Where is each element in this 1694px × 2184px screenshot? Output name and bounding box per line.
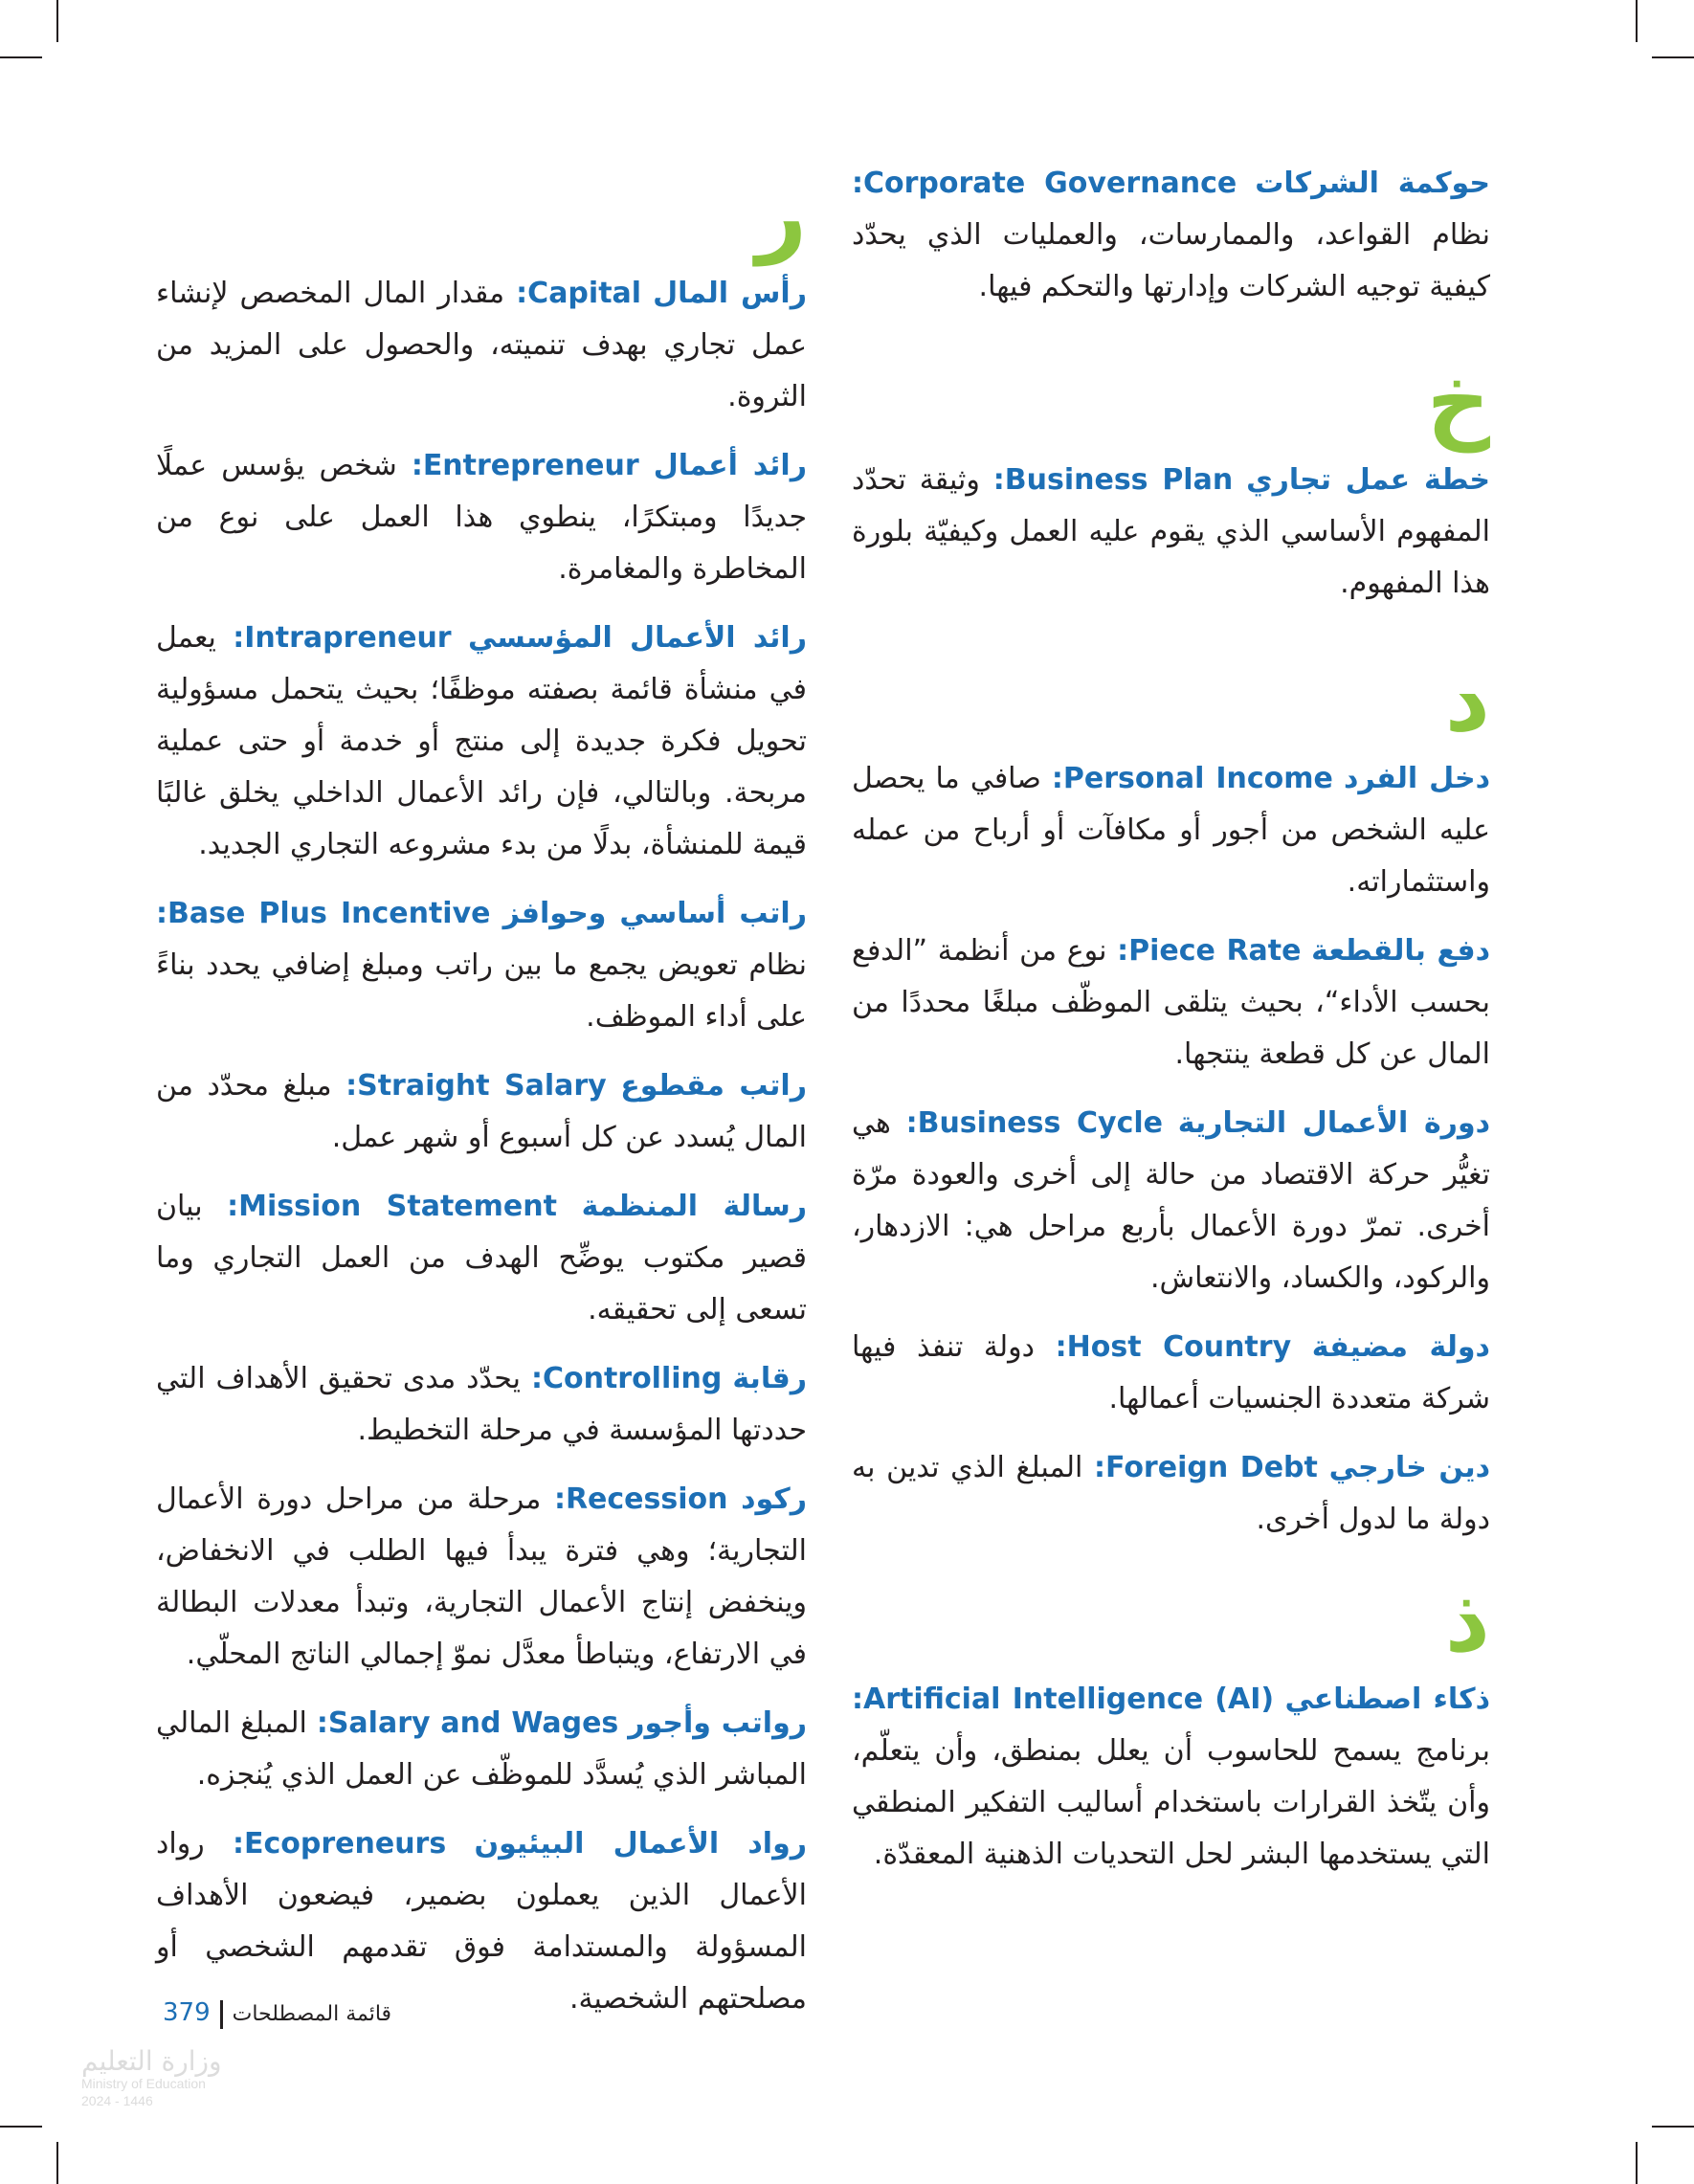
term-arabic: رأس المال bbox=[653, 277, 807, 310]
term-english: Base Plus Incentive bbox=[167, 897, 491, 930]
crop-mark-br-h bbox=[1652, 2126, 1694, 2128]
watermark-ministry-english: Ministry of Education bbox=[81, 2076, 206, 2091]
glossary-entry-personal-income bbox=[852, 753, 1490, 908]
section-letter-ra: ر bbox=[756, 164, 807, 266]
term-english: Recession bbox=[565, 1482, 728, 1516]
crop-mark-bl-h bbox=[0, 2126, 42, 2128]
crop-mark-tr-v bbox=[1636, 0, 1638, 42]
term-definition: شخص يؤسس عملًا جديدًا ومبتكرًا، ينطوي هذا العمل على نوع من المخاطرة والمغامرة. bbox=[156, 449, 807, 586]
term-arabic: رسالة المنظمة bbox=[581, 1190, 807, 1223]
footer-section-title: قائمة المصطلحات bbox=[232, 2002, 392, 2026]
glossary-entry-controlling bbox=[156, 1353, 807, 1457]
term-english: Artificial Intelligence (AI) bbox=[863, 1683, 1275, 1716]
glossary-entry-host-country bbox=[852, 1322, 1490, 1425]
term-colon: : bbox=[992, 463, 1005, 497]
term-colon: : bbox=[905, 1106, 918, 1140]
glossary-column-left bbox=[156, 164, 807, 2042]
page-footer bbox=[153, 1998, 391, 2029]
crop-mark-tl-h bbox=[0, 56, 42, 58]
term-english: Corporate Governance bbox=[863, 167, 1237, 200]
glossary-entry-piece-rate bbox=[852, 925, 1490, 1081]
term-definition: مبلغ محدّد من المال يُسدد عن كل أسبوع أو شهر عمل. bbox=[156, 1069, 807, 1154]
term-definition: مقدار المال المخصص لإنشاء عمل تجاري بهدف تنميته، والحصول على المزيد من الثروة. bbox=[156, 277, 807, 413]
term-arabic: ذكاء اصطناعي bbox=[1284, 1683, 1490, 1716]
term-colon: : bbox=[411, 449, 423, 482]
term-definition: نظام تعويض يجمع ما بين راتب ومبلغ إضافي يحدد بناءً على أداء الموظف. bbox=[156, 948, 807, 1034]
page-number: 379 bbox=[163, 1998, 211, 2027]
glossary-entry-mission-statement bbox=[156, 1181, 807, 1336]
term-english: Controlling bbox=[542, 1362, 723, 1395]
term-definition: رواد الأعمال الذين يعملون بضمير، فيضعون الأهداف المسؤولة والمستدامة فوق تقدمهم الشخصي أو مصلحتهم الشخصية. bbox=[156, 1827, 807, 2016]
term-definition: نوع من أنظمة ”الدفع بحسب الأداء“، بحيث يتلقى الموظّف مبلغًا محددًا من المال عن كل قطعة ينتجها. bbox=[852, 934, 1490, 1071]
term-colon: : bbox=[1055, 1330, 1067, 1364]
term-arabic: دين خارجي bbox=[1328, 1451, 1490, 1484]
term-arabic: رقابة bbox=[732, 1362, 807, 1395]
glossary-entry-foreign-debt bbox=[852, 1442, 1490, 1546]
term-definition: هي تغيُّر حركة الاقتصاد من حالة إلى أخرى والعودة مرّة أخرى. تمرّ دورة الأعمال بأربع مراحل هي: الازدهار، والركود، والكساد، والانتعاش. bbox=[852, 1106, 1490, 1295]
ministry-watermark bbox=[81, 2045, 222, 2109]
term-colon: : bbox=[345, 1069, 358, 1103]
glossary-entry-intrapreneur bbox=[156, 613, 807, 871]
footer-divider bbox=[220, 2000, 223, 2029]
term-colon: : bbox=[156, 897, 167, 930]
glossary-entry-business-cycle bbox=[852, 1098, 1490, 1304]
term-arabic: رواتب وأجور bbox=[628, 1706, 807, 1740]
glossary-entry-straight-salary bbox=[156, 1060, 807, 1164]
term-definition: وثيقة تحدّد المفهوم الأساسي الذي يقوم عليه العمل وكيفيّة بلورة هذا المفهوم. bbox=[852, 463, 1490, 600]
term-arabic: دخل الفرد bbox=[1343, 762, 1490, 795]
term-colon: : bbox=[1051, 762, 1063, 795]
term-english: Ecopreneurs bbox=[243, 1827, 447, 1861]
section-letter-dal: د bbox=[1444, 649, 1490, 751]
term-definition: بيان قصير مكتوب يوضِّح الهدف من العمل التجاري وما تسعى إلى تحقيقه. bbox=[156, 1190, 807, 1326]
glossary-entry-base-plus-incentive bbox=[156, 888, 807, 1043]
term-arabic: رائد الأعمال المؤسسي bbox=[467, 621, 807, 655]
term-definition: نظام القواعد، والممارسات، والعمليات الذي يحدّد كيفية توجيه الشركات وإدارتها والتحكم فيها. bbox=[852, 218, 1490, 303]
crop-mark-tr-h bbox=[1652, 56, 1694, 58]
term-english: Entrepreneur bbox=[422, 449, 639, 482]
term-arabic: خطة عمل تجاري bbox=[1246, 463, 1491, 497]
term-colon: : bbox=[232, 1827, 244, 1861]
term-colon: : bbox=[530, 1362, 543, 1395]
term-english: Intrapreneur bbox=[244, 621, 452, 655]
term-english: Foreign Debt bbox=[1105, 1451, 1318, 1484]
term-colon: : bbox=[852, 1683, 863, 1716]
term-arabic: ركود bbox=[741, 1482, 807, 1516]
glossary-entry-ecopreneurs bbox=[156, 1818, 807, 2025]
term-arabic: دورة الأعمال التجارية bbox=[1177, 1106, 1490, 1140]
term-definition: برنامج يسمح للحاسوب أن يعلل بمنطق، وأن يتعلّم، وأن يتّخذ القرارات باستخدام أساليب التفكير المنطقي التي يستخدمها البشر لحل التحديات الذهنية المعقدّة. bbox=[852, 1734, 1490, 1871]
term-colon: : bbox=[553, 1482, 566, 1516]
term-english: Business Cycle bbox=[917, 1106, 1163, 1140]
term-arabic: راتب مقطوع bbox=[620, 1069, 807, 1103]
term-arabic: رواد الأعمال البيئيون bbox=[474, 1827, 807, 1861]
term-english: Mission Statement bbox=[238, 1190, 557, 1223]
term-english: Host Country bbox=[1066, 1330, 1292, 1364]
term-definition: المبلغ المالي المباشر الذي يُسدَّد للموظّف عن العمل الذي يُنجزه. bbox=[156, 1706, 807, 1792]
section-letter-kha: خ bbox=[1426, 350, 1490, 453]
term-arabic: حوكمة الشركات bbox=[1255, 167, 1490, 200]
term-definition: صافي ما يحصل عليه الشخص من أجور أو مكافآت أو أرباح من عمله واستثماراته. bbox=[852, 762, 1490, 899]
watermark-year: 2024 - 1446 bbox=[81, 2093, 153, 2108]
term-colon: : bbox=[852, 167, 863, 200]
term-definition: دولة تنفذ فيها شركة متعددة الجنسيات أعمالها. bbox=[852, 1330, 1490, 1415]
term-english: Salary and Wages bbox=[327, 1706, 619, 1740]
term-arabic: دولة مضيفة bbox=[1311, 1330, 1490, 1364]
term-definition: المبلغ الذي تدين به دولة ما لدول أخرى. bbox=[852, 1451, 1490, 1536]
term-colon: : bbox=[1117, 934, 1129, 968]
term-colon: : bbox=[227, 1190, 239, 1223]
term-colon: : bbox=[233, 621, 245, 655]
term-definition: مرحلة من مراحل دورة الأعمال التجارية؛ وهي فترة يبدأ فيها الطلب في الانخفاض، وينخفض إنتاج الأعمال التجارية، وتبدأ معدلات البطالة في الارتفاع، ويتباطأ معدَّل نموّ إجمالي الناتج المحلّي. bbox=[156, 1482, 807, 1671]
term-english: Business Plan bbox=[1004, 463, 1234, 497]
term-colon: : bbox=[516, 277, 528, 310]
term-definition: يعمل في منشأة قائمة بصفته موظفًا؛ بحيث يتحمل مسؤولية تحويل فكرة جديدة إلى منتج أو خدمة أو حتى عملية مربحة. وبالتالي، فإن رائد الأعمال الداخلي يخلق غالبًا قيمة للمنشأة، بدلًا من بدء مشروعه التجاري الجديد. bbox=[156, 621, 807, 861]
watermark-ministry-arabic: وزارة التعليم bbox=[81, 2045, 222, 2077]
glossary-column-right bbox=[852, 158, 1490, 1898]
term-english: Personal Income bbox=[1062, 762, 1333, 795]
term-arabic: رائد أعمال bbox=[653, 449, 807, 482]
glossary-entry-entrepreneur bbox=[156, 440, 807, 595]
glossary-entry-artificial-intelligence bbox=[852, 1674, 1490, 1881]
term-arabic: راتب أساسي وحوافز bbox=[502, 897, 807, 930]
term-colon: : bbox=[316, 1706, 328, 1740]
term-english: Capital bbox=[527, 277, 642, 310]
glossary-entry-capital bbox=[156, 268, 807, 423]
crop-mark-tl-v bbox=[56, 0, 58, 42]
term-arabic: دفع بالقطعة bbox=[1311, 934, 1490, 968]
crop-mark-br-v bbox=[1636, 2142, 1638, 2184]
glossary-entry-salary-and-wages bbox=[156, 1698, 807, 1801]
glossary-entry-corporate-governance bbox=[852, 158, 1490, 313]
term-definition: يحدّد مدى تحقيق الأهداف التي حددتها المؤسسة في مرحلة التخطيط. bbox=[156, 1362, 807, 1447]
section-letter-thal: ذ bbox=[1444, 1570, 1490, 1672]
glossary-entry-business-plan bbox=[852, 455, 1490, 610]
term-english: Piece Rate bbox=[1128, 934, 1302, 968]
crop-mark-bl-v bbox=[56, 2142, 58, 2184]
term-english: Straight Salary bbox=[357, 1069, 607, 1103]
term-colon: : bbox=[1094, 1451, 1106, 1484]
glossary-entry-recession bbox=[156, 1474, 807, 1681]
